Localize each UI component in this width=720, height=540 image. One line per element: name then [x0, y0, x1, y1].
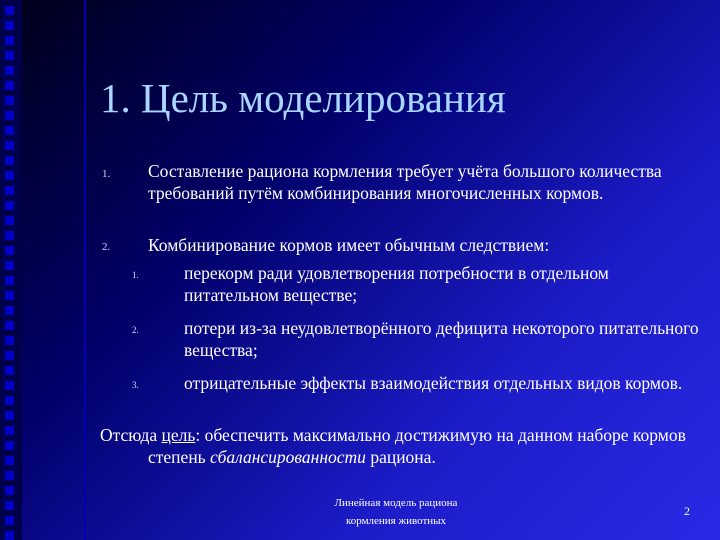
decorative-square: [5, 171, 14, 180]
conclusion-text: [100, 424, 708, 468]
decorative-square: [5, 216, 14, 225]
page-number: 2: [684, 504, 690, 518]
decorative-square: [5, 531, 14, 540]
decorative-square: [5, 6, 14, 15]
slide-title: 1. Цель моделирования: [100, 75, 506, 121]
decorative-square: [5, 111, 14, 120]
decorative-square: [5, 306, 14, 315]
subitem-1-number: 1.: [132, 270, 139, 280]
decorative-square: [5, 396, 14, 405]
decorative-square: [5, 486, 14, 495]
decorative-vertical-line: [84, 0, 86, 540]
decorative-square: [5, 66, 14, 75]
subitem-2-text: потери из-за неудовлетворённого дефицита некоторого питательного вещества;: [184, 318, 699, 360]
conclusion-goal-word: цель: [161, 425, 196, 445]
conclusion-italic-word: сбалансированности: [210, 447, 366, 467]
slide-footer: [296, 494, 496, 530]
item-2-number: 2.: [102, 241, 111, 253]
decorative-square: [5, 321, 14, 330]
decorative-square: [5, 276, 14, 285]
subitem-2-number: 2.: [132, 325, 139, 335]
item-1-number: 1.: [102, 168, 111, 180]
decorative-square: [5, 471, 14, 480]
decorative-square: [5, 381, 14, 390]
decorative-square: [5, 156, 14, 165]
decorative-square: [5, 336, 14, 345]
decorative-square: [5, 21, 14, 30]
subitem-1-text: перекорм ради удовлетворения потребности в отдельном питательном веществе;: [184, 263, 609, 305]
decorative-square: [5, 501, 14, 510]
decorative-square: [5, 141, 14, 150]
decorative-square: [5, 201, 14, 210]
decorative-square: [5, 81, 14, 90]
item-1-text: Составление рациона кормления требует учёта большого количества требований путём комбинирования многочисленных кормов.: [148, 161, 662, 203]
conclusion-suffix: рациона.: [365, 447, 436, 467]
conclusion-prefix: Отсюда: [100, 425, 162, 445]
item-2-text: Комбинирование кормов имеет обычным следствием:: [148, 235, 550, 255]
decorative-square: [5, 96, 14, 105]
decorative-square: [5, 261, 14, 270]
decorative-square: [5, 351, 14, 360]
decorative-square: [5, 36, 14, 45]
decorative-square: [5, 516, 14, 525]
decorative-square: [5, 186, 14, 195]
decorative-square: [5, 411, 14, 420]
decorative-square: [5, 441, 14, 450]
subitem-3-text: отрицательные эффекты взаимодействия отдельных видов кормов.: [184, 373, 683, 393]
footer-line-1: Линейная модель рациона: [334, 497, 458, 509]
decorative-square: [5, 366, 14, 375]
footer-line-2: кормления животных: [345, 515, 447, 527]
decorative-sidebar: [0, 0, 22, 540]
decorative-square: [5, 291, 14, 300]
decorative-square: [5, 426, 14, 435]
subitem-3-number: 3.: [132, 380, 139, 390]
decorative-square: [5, 51, 14, 60]
decorative-square: [5, 231, 14, 240]
decorative-square: [5, 456, 14, 465]
decorative-square: [5, 126, 14, 135]
conclusion-middle: : обеспечить максимально достижимую на данном наборе кормов степень: [148, 425, 686, 467]
decorative-square: [5, 246, 14, 255]
